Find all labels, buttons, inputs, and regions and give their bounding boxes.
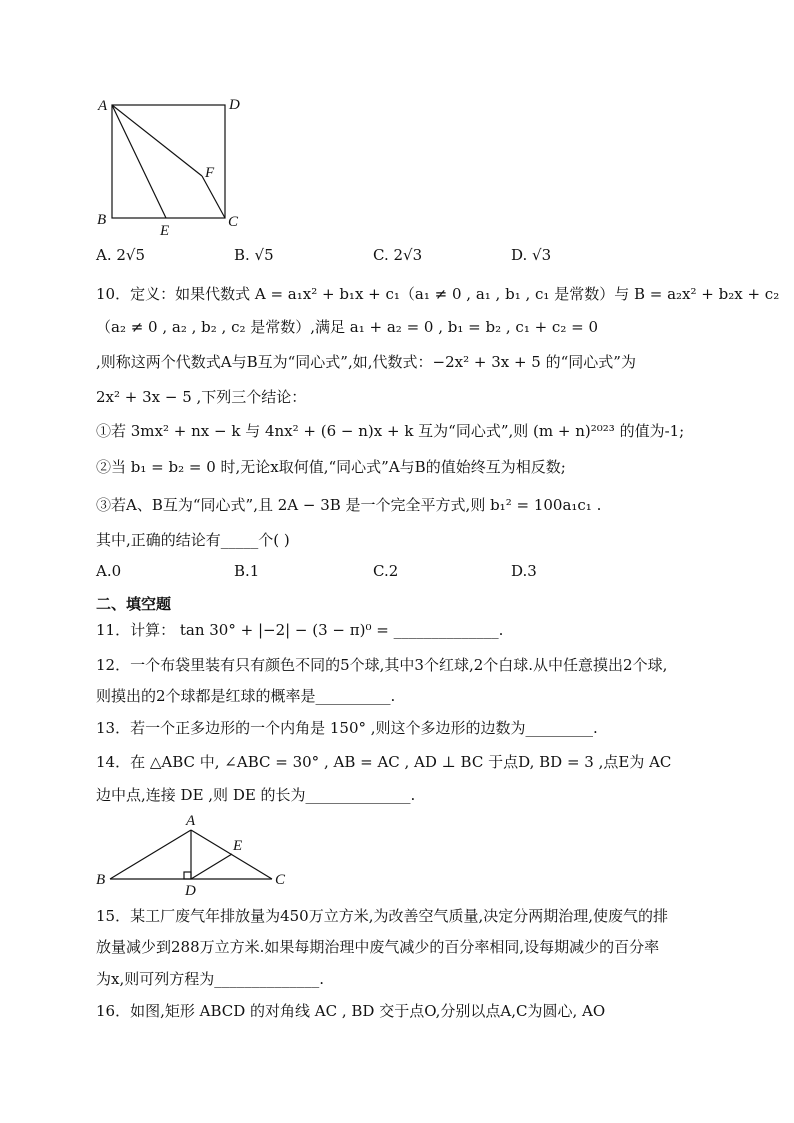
label-A: A bbox=[186, 813, 196, 829]
q10-question: 其中,正确的结论有_____个( ) bbox=[96, 531, 290, 549]
label-D: D bbox=[229, 97, 240, 113]
q10-option-c[interactable]: C.2 bbox=[373, 562, 399, 580]
q10-line1: 10．定义：如果代数式 A = a₁x² + b₁x + c₁（a₁ ≠ 0 , a₁ , b₁ , c₁ 是常数）与 B = a₂x² + b₂x + c₂ bbox=[96, 285, 780, 303]
label-D: D bbox=[185, 883, 196, 898]
q10-option-a[interactable]: A.0 bbox=[96, 562, 122, 580]
q10-conclusion-2: ②当 b₁ = b₂ = 0 时,无论x取何值,“同心式”A与B的值始终互为相反数; bbox=[96, 458, 566, 476]
q9-option-b[interactable]: B. √5 bbox=[234, 246, 274, 264]
q12-line2: 则摸出的2个球都是红球的概率是__________. bbox=[96, 687, 396, 705]
q10-line4: 2x² + 3x − 5 ,下列三个结论： bbox=[96, 388, 307, 406]
q10-option-d[interactable]: D.3 bbox=[511, 562, 537, 580]
q15-line1: 15．某工厂废气年排放量为450万立方米,为改善空气质量,决定分两期治理,使废气的排 bbox=[96, 907, 669, 925]
q15-line3: 为x,则可列方程为______________. bbox=[96, 970, 324, 988]
q10-line3: ,则称这两个代数式A与B互为“同心式”,如,代数式：−2x² + 3x + 5 的“同心式”为 bbox=[96, 353, 636, 371]
q16-line1: 16．如图,矩形 ABCD 的对角线 AC , BD 交于点O,分别以点A,C为圆心, AO bbox=[96, 1002, 606, 1020]
q10-line2: （a₂ ≠ 0 , a₂ , b₂ , c₂ 是常数）,满足 a₁ + a₂ = 0 , b₁ = b₂ , c₁ + c₂ = 0 bbox=[96, 318, 598, 336]
q9-option-a[interactable]: A. 2√5 bbox=[96, 246, 146, 264]
label-E: E bbox=[233, 838, 243, 854]
q13-text: 13．若一个正多边形的一个内角是 150° ,则这个多边形的边数为_________. bbox=[96, 719, 598, 737]
figure-square-abcd bbox=[90, 92, 260, 242]
q10-option-b[interactable]: B.1 bbox=[234, 562, 260, 580]
q10-conclusion-1: ①若 3mx² + nx − k 与 4nx² + (6 − n)x + k 互为“同心式”,则 (m + n)²⁰²³ 的值为-1; bbox=[96, 422, 685, 440]
label-C: C bbox=[275, 872, 286, 888]
q14-line1: 14．在 △ABC 中, ∠ABC = 30° , AB = AC , AD ⊥ BC 于点D, BD = 3 ,点E为 AC bbox=[96, 753, 672, 771]
label-E: E bbox=[160, 223, 170, 239]
q9-option-d[interactable]: D. √3 bbox=[511, 246, 552, 264]
label-F: F bbox=[205, 165, 215, 181]
q11-text: 11．计算： tan 30° + |−2| − (3 − π)⁰ = ______________. bbox=[96, 621, 504, 639]
label-B: B bbox=[96, 872, 106, 888]
q9-option-c[interactable]: C. 2√3 bbox=[373, 246, 423, 264]
q14-line2: 边中点,连接 DE ,则 DE 的长为______________. bbox=[96, 786, 416, 804]
section-title-fill-in: 二、填空题 bbox=[96, 595, 172, 613]
label-C: C bbox=[228, 214, 239, 230]
label-A: A bbox=[98, 98, 108, 114]
q10-conclusion-3: ③若A、B互为“同心式”,且 2A − 3B 是一个完全平方式,则 b₁² = 100a₁c₁ . bbox=[96, 496, 602, 514]
q12-line1: 12．一个布袋里装有只有颜色不同的5个球,其中3个红球,2个白球.从中任意摸出2个球, bbox=[96, 656, 668, 674]
q15-line2: 放量减少到288万立方米.如果每期治理中废气减少的百分率相同,设每期减少的百分率 bbox=[96, 938, 660, 956]
label-B: B bbox=[97, 212, 107, 228]
figure-triangle-abc bbox=[94, 812, 304, 898]
